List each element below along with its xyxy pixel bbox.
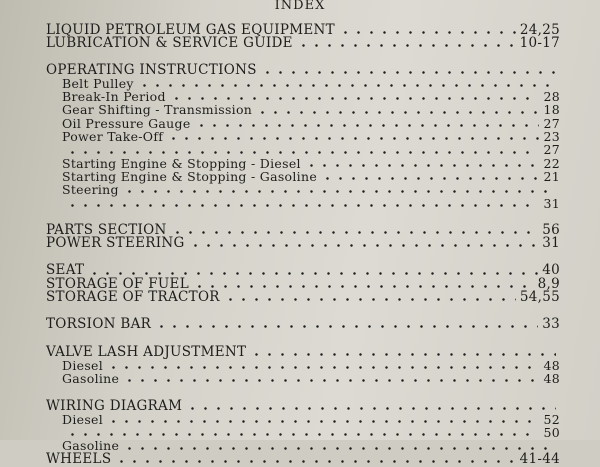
entry-label: STORAGE OF FUEL: [46, 275, 189, 292]
dot-leader: [167, 137, 539, 140]
entry-page-number: 56: [542, 221, 560, 238]
dot-leader: [123, 447, 556, 450]
index-entry: [46, 237, 560, 250]
index-entry: [46, 157, 560, 170]
dot-leader: [155, 325, 538, 328]
entry-page-number: 33: [542, 316, 560, 333]
dot-leader: [107, 420, 539, 423]
entry-page-number: 27: [543, 115, 560, 131]
dot-leader: [88, 272, 538, 275]
index-entry: [46, 372, 560, 385]
index-entry: [46, 117, 560, 130]
entry-page-number: 10-17: [519, 35, 560, 52]
entry-label: POWER STEERING: [46, 235, 185, 252]
entry-page-number: 18: [543, 102, 560, 118]
entry-page-number: 23: [543, 129, 560, 145]
page-title: INDEX: [274, 0, 326, 13]
index-entry: [46, 413, 560, 426]
entry-page-number: 31: [542, 235, 560, 252]
index-entry: [46, 37, 560, 50]
index-entry: [46, 77, 560, 90]
index-entry: [46, 170, 560, 183]
entry-label: LIQUID PETROLEUM GAS EQUIPMENT: [46, 22, 335, 38]
entry-page-number: 52: [543, 411, 560, 427]
dot-leader: [66, 433, 539, 436]
entry-label: TORSION BAR: [46, 316, 152, 333]
index-entry: [46, 397, 560, 414]
index-entry: [46, 197, 560, 210]
index-entry: [46, 426, 560, 439]
entry-page-number: 27: [543, 142, 560, 158]
section-gap: [46, 250, 560, 264]
entry-page-number: 31: [543, 195, 560, 211]
dot-leader: [297, 44, 516, 47]
entry-page-number: 48: [543, 357, 560, 373]
index-list: [46, 24, 560, 466]
entry-label: Break-In Period: [62, 89, 166, 105]
index-entry: [46, 103, 560, 116]
entry-label: WHEELS: [46, 450, 112, 467]
entry-label: Power Take-Off: [62, 129, 164, 145]
entry-label: Belt Pulley: [62, 75, 134, 91]
dot-leader: [305, 164, 540, 167]
entry-label: SEAT: [46, 262, 85, 279]
entry-label: Starting Engine & Stopping - Gasoline: [62, 168, 318, 184]
dot-leader: [138, 84, 556, 87]
dot-leader: [189, 244, 539, 247]
entry-page-number: 54,55: [519, 289, 560, 306]
entry-label: Steering: [62, 182, 119, 198]
index-entry: [46, 359, 560, 372]
dot-leader: [123, 379, 539, 382]
dot-leader: [193, 285, 534, 288]
dot-leader: [170, 97, 540, 100]
index-entry: [46, 90, 560, 103]
entry-page-number: 28: [543, 89, 560, 105]
entry-label: STORAGE OF TRACTOR: [46, 289, 220, 306]
index-entry: [46, 183, 560, 196]
entry-page-number: 22: [543, 155, 560, 171]
entry-page-number: 21: [543, 168, 560, 184]
index-entry: [46, 291, 560, 304]
entry-label: OPERATING INSTRUCTIONS: [46, 61, 257, 78]
entry-page-number: 24,25: [519, 22, 560, 38]
dot-leader: [107, 366, 539, 369]
entry-label: Gasoline: [62, 371, 120, 387]
dot-leader: [66, 151, 539, 154]
entry-page-number: 50: [543, 425, 560, 441]
dot-leader: [256, 111, 539, 114]
index-entry: [46, 318, 560, 331]
index-entry: [46, 450, 560, 467]
entry-label: Oil Pressure Gauge: [62, 115, 191, 131]
entry-page-number: 8,9: [537, 275, 560, 292]
entry-label: WIRING DIAGRAM: [46, 397, 183, 414]
dot-leader: [171, 231, 539, 234]
entry-page-number: 40: [542, 262, 560, 279]
dot-leader: [115, 460, 515, 463]
entry-label: Starting Engine & Stopping - Diesel: [62, 155, 301, 171]
index-entry: [46, 130, 560, 143]
index-entry: [46, 439, 560, 452]
entry-page-number: 48: [543, 371, 560, 387]
entry-label: PARTS SECTION: [46, 221, 167, 238]
entry-label: VALVE LASH ADJUSTMENT: [46, 343, 247, 360]
entry-label: LUBRICATION & SERVICE GUIDE: [46, 35, 293, 52]
dot-leader: [66, 204, 539, 207]
index-entry: [46, 61, 560, 78]
dot-leader: [321, 177, 539, 180]
dot-leader: [195, 124, 540, 127]
entry-page-number: 41-44: [519, 450, 560, 467]
dot-leader: [339, 31, 516, 34]
index-entry: [46, 143, 560, 156]
dot-leader: [123, 190, 556, 193]
dot-leader: [261, 71, 556, 74]
entry-label: Gasoline: [62, 438, 120, 454]
dot-leader: [224, 298, 516, 301]
index-entry: [46, 343, 560, 360]
dot-leader: [250, 353, 556, 356]
entry-label: Diesel: [62, 357, 104, 373]
dot-leader: [186, 407, 556, 410]
entry-label: Diesel: [62, 411, 104, 427]
entry-label: Gear Shifting - Transmission: [62, 102, 253, 118]
